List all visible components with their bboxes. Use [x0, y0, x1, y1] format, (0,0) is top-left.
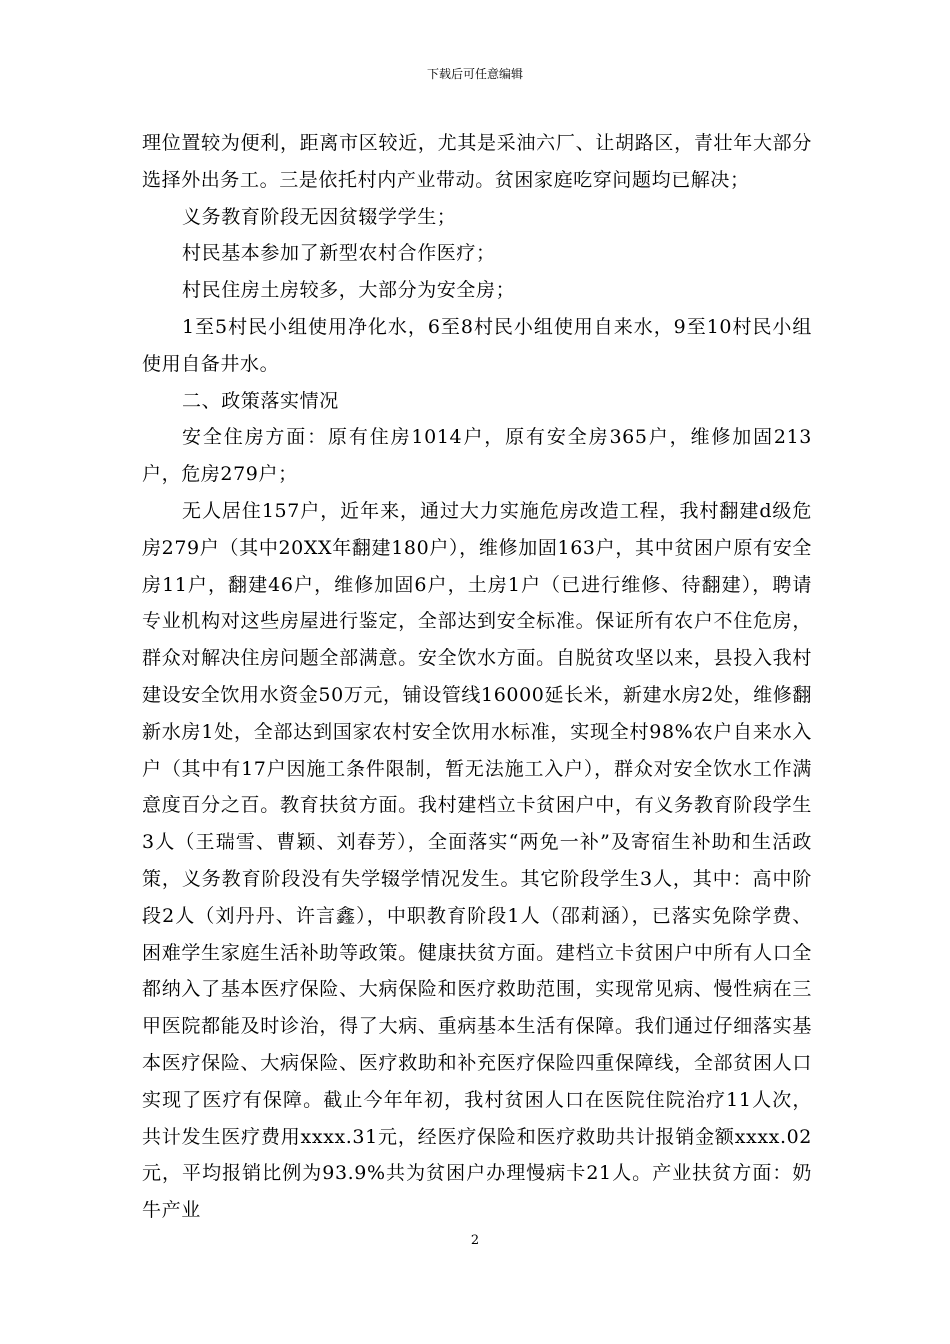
- page-header: 下载后可任意编辑: [426, 67, 523, 81]
- paragraph-8: 无人居住157户，近年来，通过大力实施危房改造工程，我村翻建d级危房279户（其中20XX年翻建180户），维修加固163户，其中贫困户原有安全房11户，翻建46户，维修加固6户，土房1户（已进行维修、待翻建），聘请专业机构对这些房屋进行鉴定，全部达到安全标准。保证所有农户不住危房，群众对解决住房问题全部满意。安全饮水方面。自脱贫攻坚以来，县投入我村建设安全饮用水资金50万元，铺设管线16000延长米，新建水房2处，维修翻新水房1处，全部达到国家农村安全饮用水标准，实现全村98%农户自来水入户（其中有17户因施工条件限制，暂无法施工入户），群众对安全饮水工作满意度百分之百。教育扶贫方面。我村建档立卡贫困户中，有义务教育阶段学生3人（王瑞雪、曹颖、刘春芳），全面落实“两免一补”及寄宿生补助和生活政策，义务教育阶段没有失学辍学情况发生。其它阶段学生3人，其中：高中阶段2人（刘丹丹、许言鑫），中职教育阶段1人（邵莉涵），已落实免除学费、困难学生家庭生活补助等政策。健康扶贫方面。建档立卡贫困户中所有人口全都纳入了基本医疗保险、大病保险和医疗救助范围，实现常见病、慢性病在三甲医院都能及时诊治，得了大病、重病基本生活有保障。我们通过仔细落实基本医疗保险、大病保险、医疗救助和补充医疗保险四重保障线，全部贫困人口实现了医疗有保障。截止今年年初，我村贫困人口在医院住院治疗11人次，共计发生医疗费用xxxx.31元，经医疗保险和医疗救助共计报销金额xxxx.02元，平均报销比例为93.9%共为贫困户办理慢病卡21人。产业扶贫方面：奶牛产业: [142, 499, 812, 1222]
- paragraph-4: 村民住房土房较多，大部分为安全房；: [182, 279, 516, 302]
- paragraph-3: 村民基本参加了新型农村合作医疗；: [182, 242, 496, 265]
- section-heading: 二、政策落实情况: [182, 389, 339, 412]
- page-number: 2: [470, 1233, 480, 1248]
- document-body: [142, 125, 812, 1229]
- paragraph-1: 理位置较为便利，距离市区较近，尤其是采油六厂、让胡路区，青壮年大部分选择外出务工。三是依托村内产业带动。贫困家庭吃穿问题均已解决；: [142, 132, 812, 191]
- paragraph-2: 义务教育阶段无因贫辍学学生；: [182, 205, 457, 228]
- paragraph-5: 1至5村民小组使用净化水，6至8村民小组使用自来水，9至10村民小组使用自备井水。: [142, 315, 812, 375]
- paragraph-7: 安全住房方面：原有住房1014户，原有安全房365户，维修加固213户，危房279户；: [142, 426, 812, 486]
